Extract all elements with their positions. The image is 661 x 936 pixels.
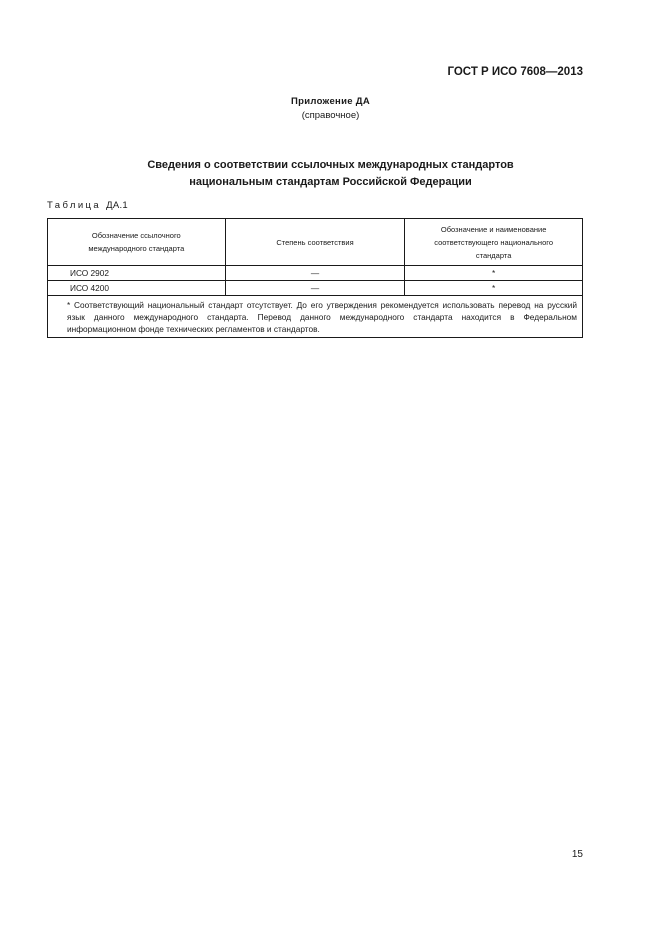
table-cell-degree: — xyxy=(225,266,405,281)
appendix-title: Приложение ДА xyxy=(291,96,370,107)
table-cell-national: * xyxy=(405,281,583,296)
page-number: 15 xyxy=(571,849,583,860)
table-row xyxy=(48,266,583,281)
header-cell-reference-standard: Обозначение ссылочного международного стандарта xyxy=(48,219,226,266)
section-title-line-2: национальным стандартам Российской Федерации xyxy=(189,176,472,188)
table-label-id: ДА.1 xyxy=(106,200,129,211)
appendix-subtitle: (справочное) xyxy=(301,110,360,121)
header-cell-national-standard: Обозначение и наименование соответствующего национального стандарта xyxy=(405,219,583,266)
section-title xyxy=(0,157,661,191)
table-row xyxy=(48,281,583,296)
table-cell-degree: — xyxy=(225,281,405,296)
section-title-line-1: Сведения о соответствии ссылочных международных стандартов xyxy=(147,159,514,171)
table-footnote-row xyxy=(48,296,583,338)
table-header-row xyxy=(48,219,583,266)
document-code: ГОСТ Р ИСО 7608—2013 xyxy=(447,66,583,78)
table-cell-standard: ИСО 4200 xyxy=(48,281,226,296)
table-label-prefix: Таблица xyxy=(47,200,102,211)
table-label xyxy=(47,200,128,211)
correspondence-table xyxy=(47,218,583,338)
table-footnote: * Соответствующий национальный стандарт отсутствует. До его утверждения рекомендуется использовать перевод на русский язык данного международного стандарта. Перевод данного международного стандарта находится в Федеральном информационном фонде технических регламентов и стандартов. xyxy=(48,296,583,338)
table-cell-national: * xyxy=(405,266,583,281)
table-cell-standard: ИСО 2902 xyxy=(48,266,226,281)
appendix-heading xyxy=(0,95,661,123)
header-cell-degree: Степень соответствия xyxy=(225,219,405,266)
